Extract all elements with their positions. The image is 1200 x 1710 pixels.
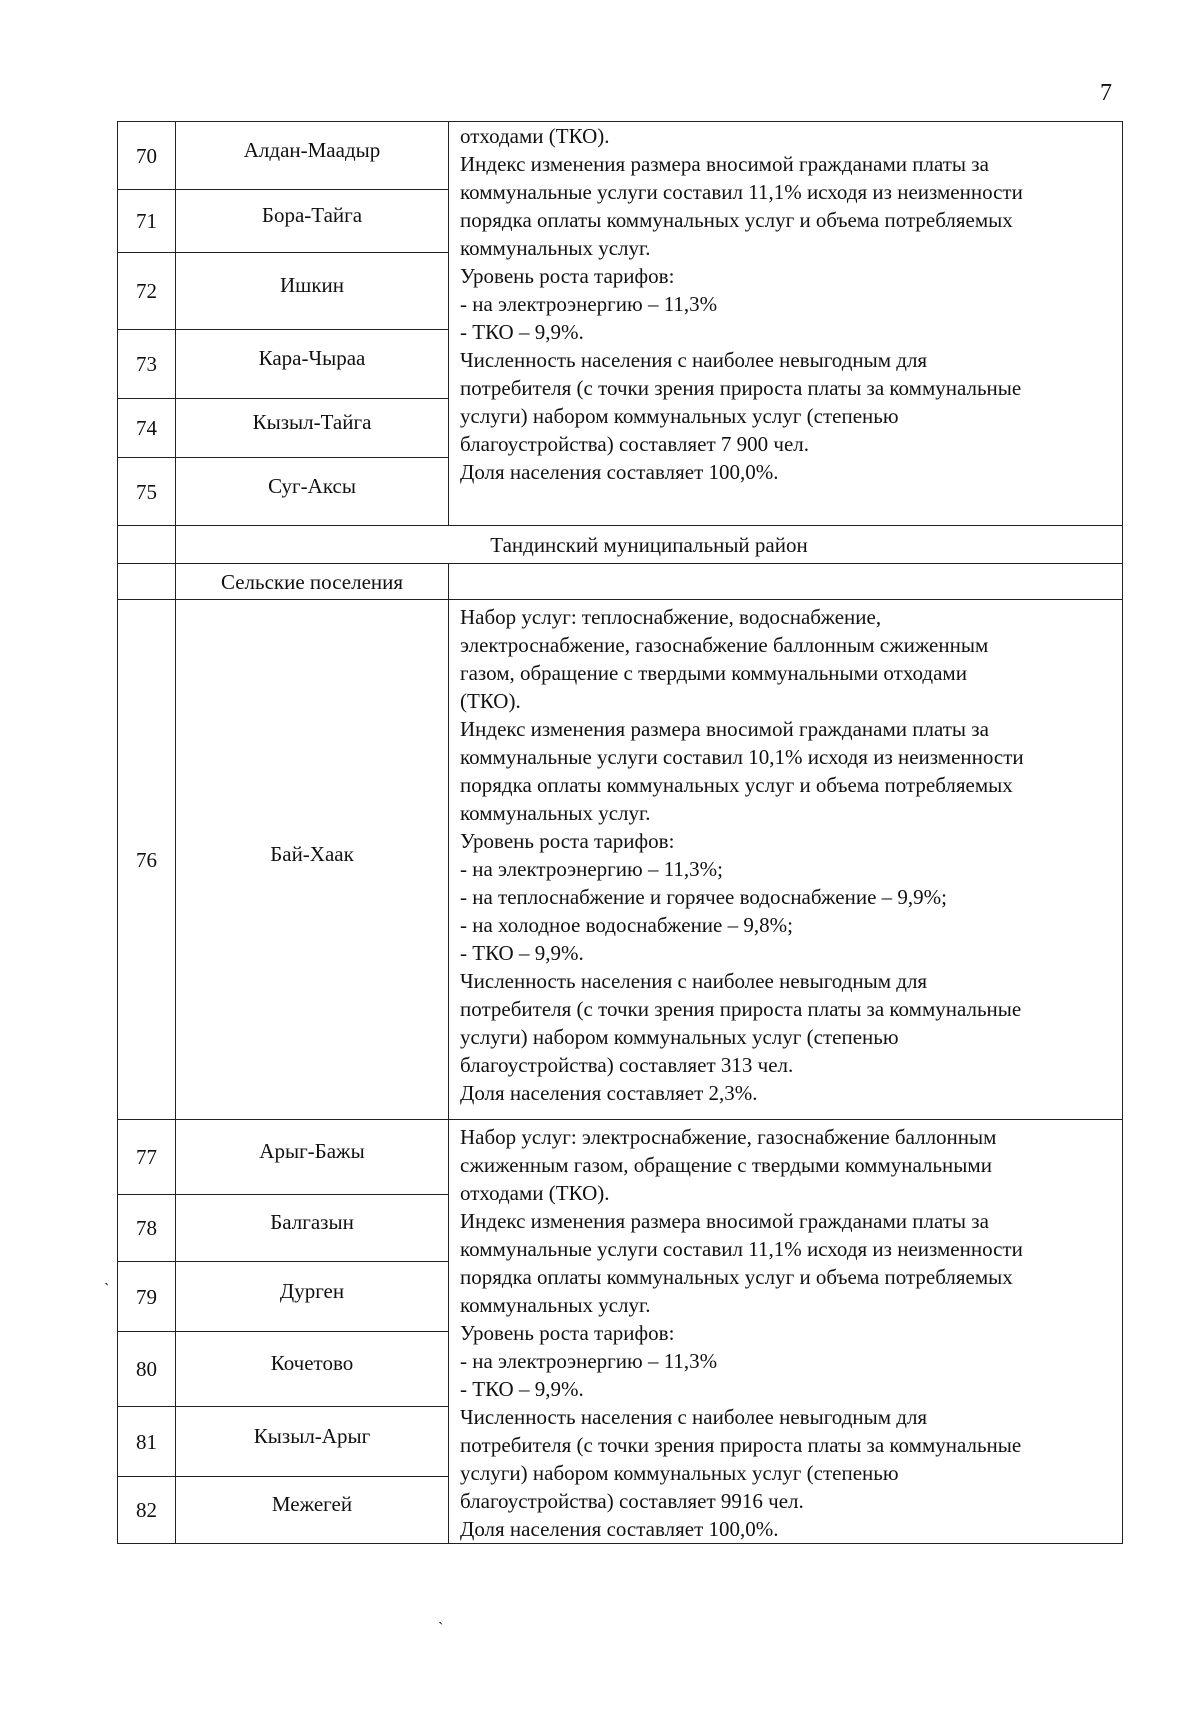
description-line: Численность населения с наиболее невыгодным для: [460, 969, 928, 993]
row-number: 78: [118, 1194, 176, 1261]
description-line: - на электроэнергию – 11,3%: [460, 292, 718, 316]
settlement-name: Кызыл-Тайга: [176, 399, 449, 458]
row-number: 73: [118, 330, 176, 399]
description-line: коммунальные услуги составил 10,1% исходя из неизменности: [460, 745, 1024, 769]
row-number: 80: [118, 1332, 176, 1407]
district-title: Тандинский муниципальный район: [176, 526, 1123, 564]
settlement-name: Суг-Аксы: [176, 458, 449, 526]
description-line: - ТКО – 9,9%.: [460, 320, 584, 344]
description-line: потребителя (с точки зрения прироста платы за коммунальные: [460, 997, 1022, 1021]
description-line: - ТКО – 9,9%.: [460, 941, 584, 965]
description-line: - ТКО – 9,9%.: [460, 1377, 584, 1401]
description-line: Индекс изменения размера вносимой гражданами платы за: [460, 1209, 989, 1233]
description-line: (ТКО).: [460, 689, 521, 713]
services-description: [449, 122, 1123, 526]
settlements-header-row: [118, 564, 1123, 600]
description-line: услуги) набором коммунальных услуг (степенью: [460, 404, 899, 428]
page-number: 7: [1100, 80, 1112, 106]
description-line: коммунальные услуги составил 11,1% исходя из неизменности: [460, 1237, 1023, 1261]
description-line: Набор услуг: теплоснабжение, водоснабжение,: [460, 605, 882, 629]
settlement-name: Кочетово: [176, 1332, 449, 1407]
description-line: коммунальные услуги составил 11,1% исходя из неизменности: [460, 180, 1023, 204]
description-line: потребителя (с точки зрения прироста платы за коммунальные: [460, 376, 1022, 400]
description-line: - на электроэнергию – 11,3%: [460, 1349, 718, 1373]
description-line: отходами (ТКО).: [460, 1181, 610, 1205]
table-row: [118, 1120, 1123, 1195]
description-line: Численность населения с наиболее невыгодным для: [460, 1405, 928, 1429]
row-number: 70: [118, 122, 176, 190]
description-line: благоустройства) составляет 9916 чел.: [460, 1489, 804, 1513]
table-row: [118, 122, 1123, 190]
row-number: 79: [118, 1261, 176, 1331]
stray-mark: ˋ: [438, 1620, 444, 1637]
description-line: Доля населения составляет 2,3%.: [460, 1081, 758, 1105]
description-line: потребителя (с точки зрения прироста платы за коммунальные: [460, 1433, 1022, 1457]
description-line: порядка оплаты коммунальных услуг и объема потребляемых: [460, 773, 1013, 797]
description-line: Численность населения с наиболее невыгодным для: [460, 348, 928, 372]
description-line: Доля населения составляет 100,0%.: [460, 1517, 779, 1541]
row-number: 82: [118, 1477, 176, 1544]
description-line: Индекс изменения размера вносимой гражданами платы за: [460, 152, 989, 176]
settlement-name: Межегей: [176, 1477, 449, 1544]
description-line: коммунальных услуг.: [460, 801, 651, 825]
description-line: Уровень роста тарифов:: [460, 264, 675, 288]
row-number: 76: [118, 600, 176, 1120]
district-row: [118, 526, 1123, 564]
row-number: 72: [118, 253, 176, 330]
description-line: сжиженным газом, обращение с твердыми коммунальными: [460, 1153, 992, 1177]
description-line: коммунальных услуг.: [460, 1293, 651, 1317]
description-line: - на теплоснабжение и горячее водоснабжение – 9,9%;: [460, 885, 947, 909]
settlement-name: Арыг-Бажы: [176, 1120, 449, 1195]
services-description: [449, 600, 1123, 1120]
description-line: порядка оплаты коммунальных услуг и объема потребляемых: [460, 208, 1013, 232]
description-line: благоустройства) составляет 7 900 чел.: [460, 432, 810, 456]
description-line: Уровень роста тарифов:: [460, 1321, 675, 1345]
row-number: 74: [118, 399, 176, 458]
row-number: 81: [118, 1406, 176, 1476]
row-number: 77: [118, 1120, 176, 1195]
description-line: Доля населения составляет 100,0%.: [460, 460, 779, 484]
description-line: - на электроэнергию – 11,3%;: [460, 857, 724, 881]
stray-mark: ˋ: [104, 1281, 110, 1298]
settlement-name: Балгазын: [176, 1194, 449, 1261]
settlement-name: Бора-Тайга: [176, 190, 449, 253]
row-number: 75: [118, 458, 176, 526]
description-line: благоустройства) составляет 313 чел.: [460, 1053, 794, 1077]
description-line: электроснабжение, газоснабжение баллонным сжиженным: [460, 633, 989, 657]
settlement-name: Алдан-Маадыр: [176, 122, 449, 190]
row-number: 71: [118, 190, 176, 253]
description-line: Индекс изменения размера вносимой гражданами платы за: [460, 717, 989, 741]
table-row: [118, 600, 1123, 1120]
services-description: [449, 1120, 1123, 1544]
description-line: порядка оплаты коммунальных услуг и объема потребляемых: [460, 1265, 1013, 1289]
settlement-name: Кызыл-Арыг: [176, 1406, 449, 1476]
description-line: отходами (ТКО).: [460, 124, 610, 148]
settlement-name: Бай-Хаак: [176, 600, 449, 1120]
description-line: - на холодное водоснабжение – 9,8%;: [460, 913, 793, 937]
description-line: Уровень роста тарифов:: [460, 829, 675, 853]
settlements-table: [117, 121, 1123, 1544]
description-line: услуги) набором коммунальных услуг (степенью: [460, 1461, 899, 1485]
description-line: коммунальных услуг.: [460, 236, 651, 260]
settlements-header: Сельские поселения: [176, 564, 449, 600]
description-line: газом, обращение с твердыми коммунальными отходами: [460, 661, 967, 685]
settlement-name: Ишкин: [176, 253, 449, 330]
settlement-name: Дурген: [176, 1261, 449, 1331]
description-line: Набор услуг: электроснабжение, газоснабжение баллонным: [460, 1125, 997, 1149]
description-line: услуги) набором коммунальных услуг (степенью: [460, 1025, 899, 1049]
settlement-name: Кара-Чыраа: [176, 330, 449, 399]
